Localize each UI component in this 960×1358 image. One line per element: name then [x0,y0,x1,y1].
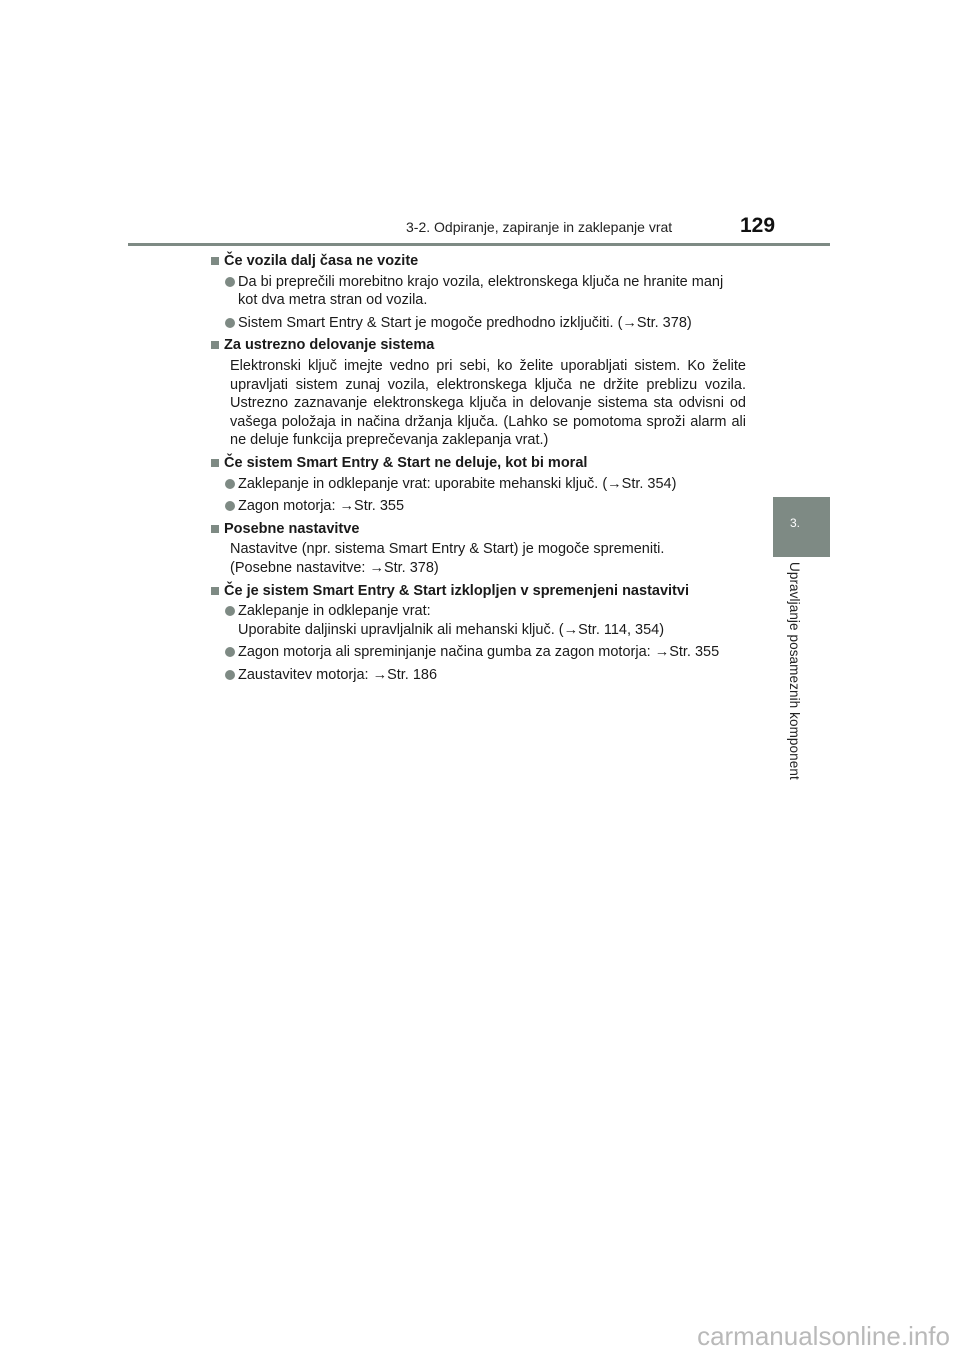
section-heading [211,520,746,539]
list-item-text: Zaustavitev motorja: →Str. 186 [238,666,438,683]
section-proper-operation [211,336,746,450]
square-bullet-icon [211,587,219,595]
list-item [211,602,746,639]
paragraph [211,540,746,577]
list-item-text: Sistem Smart Entry & Start je mogoče predhodno izključiti. (→Str. 378) [238,314,692,331]
list-item [211,497,746,516]
watermark: carmanualsonline.info [697,1321,950,1351]
circle-bullet-icon [225,501,235,511]
section-heading [211,582,746,601]
page-content [211,252,746,688]
list-item-text: Zagon motorja: →Str. 355 [238,498,405,515]
paragraph-line: (Posebne nastavitve: →Str. 378) [230,559,439,576]
list-item [211,273,746,310]
section-long-absence [211,252,746,332]
circle-bullet-icon [225,606,235,616]
page-number: 129 [740,214,776,237]
square-bullet-icon [211,459,219,467]
section-heading-text: Posebne nastavitve [224,520,360,537]
square-bullet-icon [211,257,219,265]
chapter-side-tab [773,497,830,557]
list-item-text: Uporabite daljinski upravljalnik ali mehanski ključ. (→Str. 114, 354) [238,621,665,638]
section-heading-text: Za ustrezno delovanje sistema [224,337,435,354]
circle-bullet-icon [225,318,235,328]
section-custom-settings [211,520,746,578]
circle-bullet-icon [225,479,235,489]
list-item-text: Zaklepanje in odklepanje vrat: [238,603,431,620]
list-item [211,475,746,494]
list-item-text: Zagon motorja ali spreminjanje načina gumba za zagon motorja: →Str. 355 [238,644,720,661]
section-heading-text: Če sistem Smart Entry & Start ne deluje, kot bi moral [224,454,588,471]
section-heading [211,454,746,473]
list-item [211,314,746,333]
section-heading-text: Če vozila dalj časa ne vozite [224,253,419,269]
section-heading-text: Če je sistem Smart Entry & Start izklopljen v spremenjeni nastavitvi [224,582,689,599]
circle-bullet-icon [225,647,235,657]
square-bullet-icon [211,525,219,533]
list-item [211,643,746,662]
section-not-working [211,454,746,516]
list-item-text: Da bi preprečili morebitno krajo vozila, elektronskega ključa ne hranite manj kot dva metra stran od vozila. [238,273,724,309]
section-heading [211,252,746,271]
circle-bullet-icon [225,277,235,287]
list-item-text: Zaklepanje in odklepanje vrat: uporabite mehanski ključ. (→Str. 354) [238,475,677,492]
square-bullet-icon [211,341,219,349]
section-heading [211,336,746,355]
header-divider [128,243,830,246]
section-disabled-setting [211,582,746,685]
circle-bullet-icon [225,670,235,680]
paragraph-line: Nastavitve (npr. sistema Smart Entry & Start) je mogoče spremeniti. [230,541,665,558]
paragraph: Elektronski ključ imejte vedno pri sebi, ko želite uporabljati sistem. Ko želite upravljati sistem zunaj vozila, elektronskega ključa ne držite preblizu vozila. Ustrezno zaznavanje elektronskega ključa in delovanje sistema sta odvisni od vašega položaja in načina držanja ključa. (Lahko se pomotoma sproži alarm ali ne deluje funkcija preprečevanja zaklepanja vrat.) [230,357,746,449]
chapter-side-tab-number: 3. [790,516,801,530]
chapter-side-label: Upravljanje posameznih komponent [787,562,802,780]
list-item [211,666,746,685]
chapter-header-title: 3-2. Odpiranje, zapiranje in zaklepanje vrat [406,219,673,235]
